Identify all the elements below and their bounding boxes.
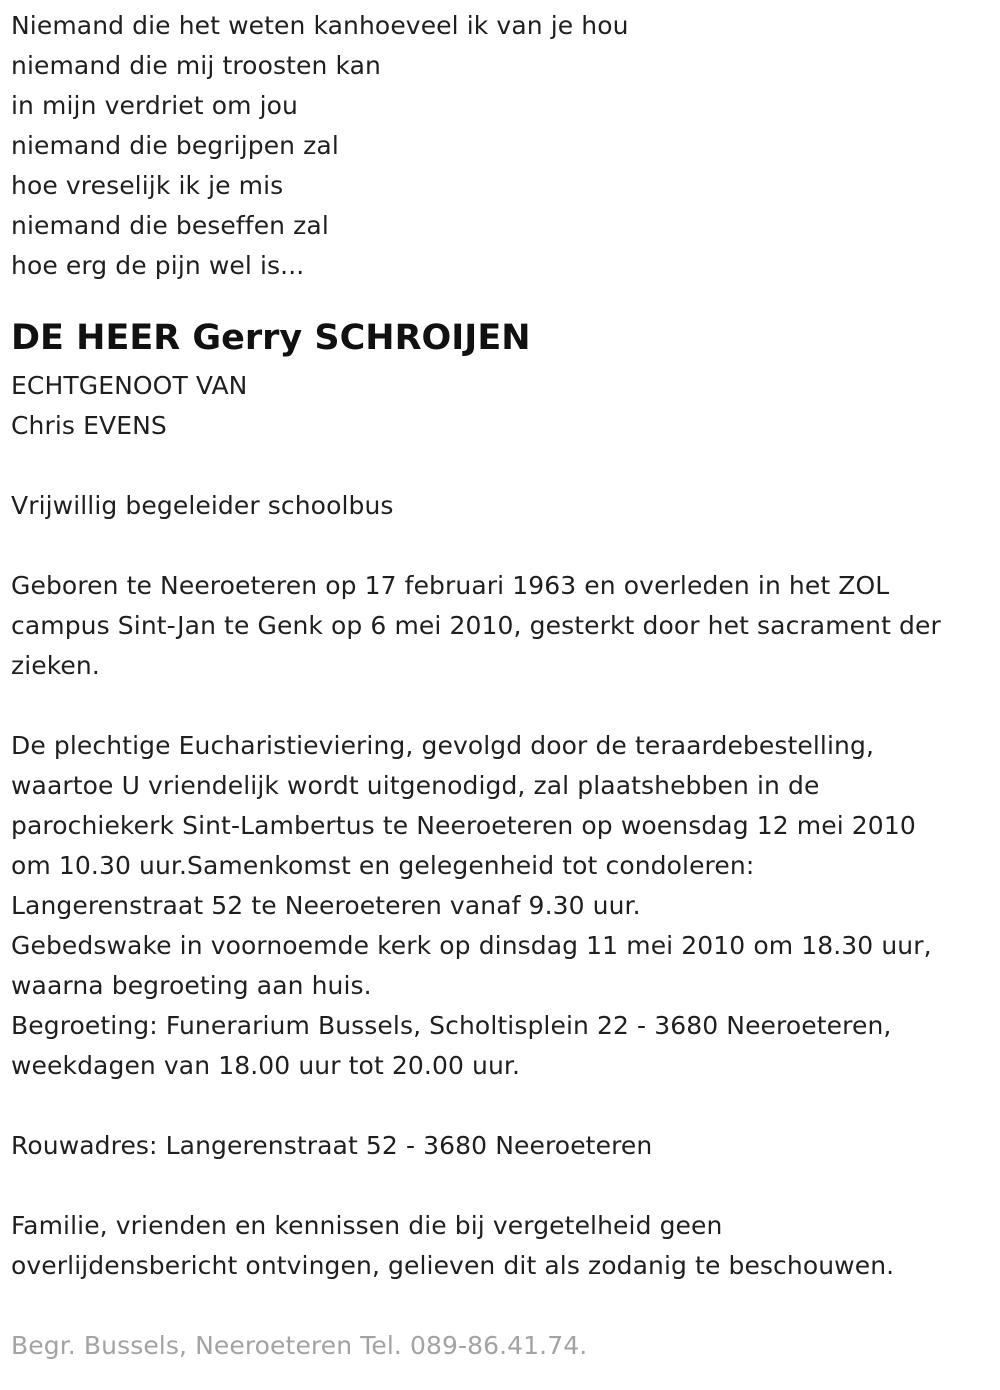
poem <box>11 6 991 286</box>
spacer <box>11 1086 991 1126</box>
ceremony-paragraph <box>11 726 991 1086</box>
spouse-name: Chris EVENS <box>11 411 167 440</box>
paragraph-line: overlijdensbericht ontvingen, gelieven dit als zodanig te beschouwen. <box>11 1251 895 1280</box>
deceased-name: DE HEER Gerry SCHROIJEN <box>11 318 531 358</box>
paragraph-line: waartoe U vriendelijk wordt uitgenodigd, zal plaatshebben in de <box>11 771 820 800</box>
poem-line: hoe erg de pijn wel is... <box>11 251 305 280</box>
funeral-home-footer: Begr. Bussels, Neeroeteren Tel. 089-86.41.74. <box>11 1331 588 1360</box>
paragraph-line: Begroeting: Funerarium Bussels, Scholtisplein 22 - 3680 Neeroeteren, <box>11 1011 892 1040</box>
spacer <box>11 1166 991 1206</box>
poem-line: Niemand die het weten kanhoeveel ik van je hou <box>11 11 629 40</box>
poem-line: in mijn verdriet om jou <box>11 91 298 120</box>
paragraph-line: om 10.30 uur.Samenkomst en gelegenheid tot condoleren: <box>11 851 755 880</box>
spacer <box>11 286 991 310</box>
paragraph-line: parochiekerk Sint-Lambertus te Neeroeteren op woensdag 12 mei 2010 <box>11 811 916 840</box>
paragraph-line: Gebedswake in voornoemde kerk op dinsdag 11 mei 2010 om 18.30 uur, <box>11 931 932 960</box>
paragraph-line: Familie, vrienden en kennissen die bij vergetelheid geen <box>11 1211 723 1240</box>
mourning-address: Rouwadres: Langerenstraat 52 - 3680 Neeroeteren <box>11 1131 653 1160</box>
paragraph-line: De plechtige Eucharistieviering, gevolgd door de teraardebestelling, <box>11 731 874 760</box>
spacer <box>11 1286 991 1326</box>
spacer <box>11 526 991 566</box>
notice-paragraph <box>11 1206 991 1286</box>
poem-line: niemand die begrijpen zal <box>11 131 339 160</box>
paragraph-line: campus Sint-Jan te Genk op 6 mei 2010, gesterkt door het sacrament der <box>11 611 941 640</box>
poem-line: hoe vreselijk ik je mis <box>11 171 284 200</box>
paragraph-line: waarna begroeting aan huis. <box>11 971 372 1000</box>
spacer <box>11 686 991 726</box>
poem-line: niemand die beseffen zal <box>11 211 329 240</box>
paragraph-line: weekdagen van 18.00 uur tot 20.00 uur. <box>11 1051 521 1080</box>
spacer <box>11 446 991 486</box>
obituary-notice <box>11 6 991 1366</box>
paragraph-line: zieken. <box>11 651 100 680</box>
paragraph-line: Geboren te Neeroeteren op 17 februari 1963 en overleden in het ZOL <box>11 571 890 600</box>
paragraph-line: Langerenstraat 52 te Neeroeteren vanaf 9.30 uur. <box>11 891 641 920</box>
birth-death-paragraph <box>11 566 991 686</box>
relation-label: ECHTGENOOT VAN <box>11 371 248 400</box>
occupation: Vrijwillig begeleider schoolbus <box>11 491 394 520</box>
poem-line: niemand die mij troosten kan <box>11 51 381 80</box>
